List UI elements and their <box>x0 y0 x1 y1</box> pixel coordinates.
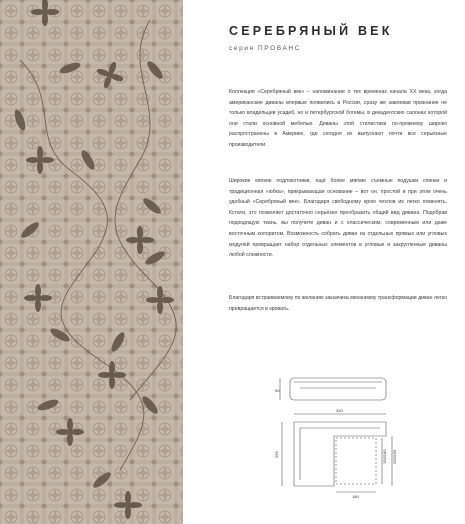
dim-bed-length: 195/180 <box>382 449 387 464</box>
page-subtitle: серия ПРОВАНС <box>229 45 302 52</box>
paragraph-features: Широкие мягкие подлокотники, ещё более мягкие съемные подушки спинки и традиционная «юбка», прикрывающая основание – вот он, простой и при этом очень удобный «Серебряный век». Благодаря свободному крою чехлов их легко поменять. Кстати, это позволяет достаточно серьёзно преобразить общий вид дивана. Подобрав подходящую ткань, вы получите диван и с классическим, современным или даже восточным колоритом. Возможность собрать диван из отдельных прямых или угловых модулей превращает набор отдельных элементов в угловые и закругленные диваны любой сложности. <box>229 178 447 259</box>
decorative-pattern-panel <box>0 0 183 524</box>
dim-height: 90 <box>275 388 280 393</box>
paragraph-intro: Коллекция «Серебряный век» – напоминание о тех временах начала XX века, когда американские диваны впервые появились в России, сразу же завоевав признание не только владельцев усадеб, но и петербургской богемы, в декадентских салонах которой они стали основной мебелью. Диваны этой стилистики по-прежнему широко распространены в Америке, где сегодня их выпускают почти все серьёзные производители. <box>229 89 447 148</box>
floral-tile-pattern <box>0 0 183 524</box>
bed-outline <box>336 438 376 484</box>
sofa-front-view <box>290 378 386 400</box>
sofa-schematic <box>274 370 404 500</box>
dim-side: 200/195 <box>392 449 397 464</box>
sofa-top-view <box>294 422 386 486</box>
page-title: СЕРЕБРЯНЫЙ ВЕК <box>229 24 393 38</box>
dim-depth: 255 <box>274 451 279 458</box>
sofa-dimension-drawing <box>274 370 404 500</box>
dim-width: 320 <box>336 408 343 413</box>
header-block <box>229 20 447 52</box>
paragraph-transformation: Благодаря встраиваемому по желанию заказчика механизму трансформации диван легко превращается в кровать. <box>229 295 447 312</box>
dim-bed-width: 160 <box>352 494 359 499</box>
